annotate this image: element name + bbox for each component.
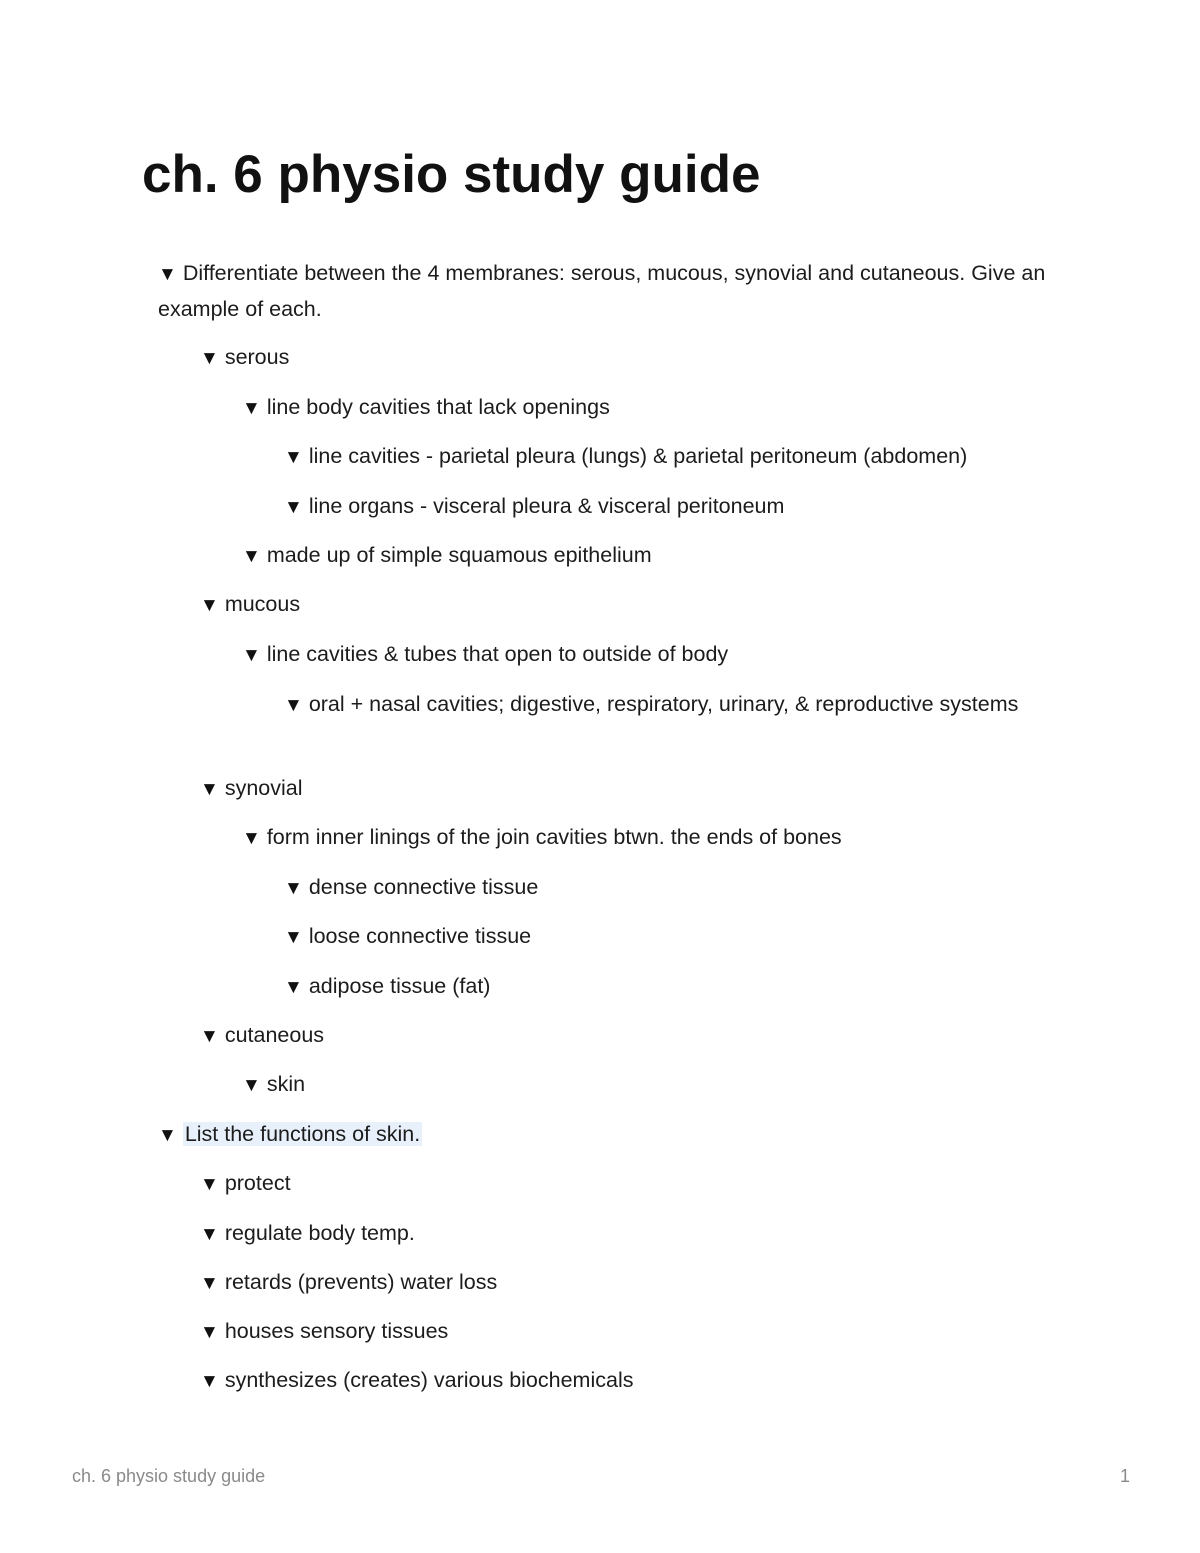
toggle-icon[interactable]: ▼ xyxy=(242,828,261,849)
list-item-text: skin xyxy=(266,1072,306,1096)
list-item-text: loose connective tissue xyxy=(308,924,532,948)
list-item-q1 xyxy=(158,256,1058,327)
list-item xyxy=(242,1067,305,1103)
list-item xyxy=(200,1216,415,1252)
list-item xyxy=(200,1166,291,1202)
list-item-q2 xyxy=(158,1117,422,1153)
list-item-text: made up of simple squamous epithelium xyxy=(266,543,652,567)
list-item-text: adipose tissue (fat) xyxy=(308,974,491,998)
list-item-text: houses sensory tissues xyxy=(224,1319,449,1343)
toggle-icon[interactable]: ▼ xyxy=(242,398,261,419)
list-item-serous xyxy=(200,340,289,376)
list-item xyxy=(242,538,652,574)
list-item-mucous xyxy=(200,587,300,623)
list-item xyxy=(284,439,967,475)
list-item-text: synthesizes (creates) various biochemicals xyxy=(224,1368,634,1392)
list-item-text: Differentiate between the 4 membranes: serous, mucous, synovial and cutaneous. Give an example of each. xyxy=(158,261,1046,321)
toggle-icon[interactable]: ▼ xyxy=(158,1125,177,1146)
toggle-icon[interactable]: ▼ xyxy=(242,645,261,666)
list-item-text: line cavities - parietal pleura (lungs) & parietal peritoneum (abdomen) xyxy=(308,444,968,468)
list-item xyxy=(284,870,538,906)
list-item xyxy=(200,1314,448,1350)
toggle-icon[interactable]: ▼ xyxy=(200,779,219,800)
toggle-icon[interactable]: ▼ xyxy=(284,878,303,899)
list-item-text: retards (prevents) water loss xyxy=(224,1270,498,1294)
toggle-icon[interactable]: ▼ xyxy=(200,1273,219,1294)
list-item xyxy=(242,820,842,856)
list-item-text: regulate body temp. xyxy=(224,1221,415,1245)
list-item-text: form inner linings of the join cavities btwn. the ends of bones xyxy=(266,825,842,849)
toggle-icon[interactable]: ▼ xyxy=(284,927,303,948)
list-item xyxy=(200,1265,497,1301)
list-item-text: serous xyxy=(224,345,290,369)
list-item-text: line cavities & tubes that open to outside of body xyxy=(266,642,729,666)
toggle-icon[interactable]: ▼ xyxy=(200,1026,219,1047)
list-item-text: oral + nasal cavities; digestive, respiratory, urinary, & reproductive systems xyxy=(308,692,1019,716)
list-item-text: mucous xyxy=(224,592,301,616)
toggle-icon[interactable]: ▼ xyxy=(284,977,303,998)
list-item xyxy=(284,687,1024,723)
list-item-text: cutaneous xyxy=(224,1023,325,1047)
list-item-text: protect xyxy=(224,1171,291,1195)
toggle-icon[interactable]: ▼ xyxy=(158,264,177,285)
toggle-icon[interactable]: ▼ xyxy=(242,546,261,567)
list-item-cutaneous xyxy=(200,1018,324,1054)
toggle-icon[interactable]: ▼ xyxy=(200,595,219,616)
list-item xyxy=(284,919,531,955)
page-title: ch. 6 physio study guide xyxy=(142,145,761,204)
toggle-icon[interactable]: ▼ xyxy=(200,1322,219,1343)
toggle-icon[interactable]: ▼ xyxy=(200,1224,219,1245)
toggle-icon[interactable]: ▼ xyxy=(284,497,303,518)
toggle-icon[interactable]: ▼ xyxy=(200,1174,219,1195)
list-item-text: line body cavities that lack openings xyxy=(266,395,610,419)
toggle-icon[interactable]: ▼ xyxy=(200,1371,219,1392)
list-item xyxy=(284,969,490,1005)
list-item xyxy=(242,390,610,426)
toggle-icon[interactable]: ▼ xyxy=(200,348,219,369)
list-item xyxy=(242,637,728,673)
footer-doc-name: ch. 6 physio study guide xyxy=(72,1466,266,1486)
list-item-synovial xyxy=(200,771,303,807)
toggle-icon[interactable]: ▼ xyxy=(284,447,303,468)
list-item xyxy=(200,1363,633,1399)
list-item-text: synovial xyxy=(224,776,303,800)
list-item-text-highlighted: List the functions of skin. xyxy=(184,1122,421,1146)
list-item xyxy=(284,489,784,525)
toggle-icon[interactable]: ▼ xyxy=(242,1075,261,1096)
toggle-icon[interactable]: ▼ xyxy=(284,695,303,716)
list-item-text: line organs - visceral pleura & visceral peritoneum xyxy=(308,494,785,518)
list-item-text: dense connective tissue xyxy=(308,875,539,899)
footer-page-number: 1 xyxy=(1120,1466,1131,1486)
